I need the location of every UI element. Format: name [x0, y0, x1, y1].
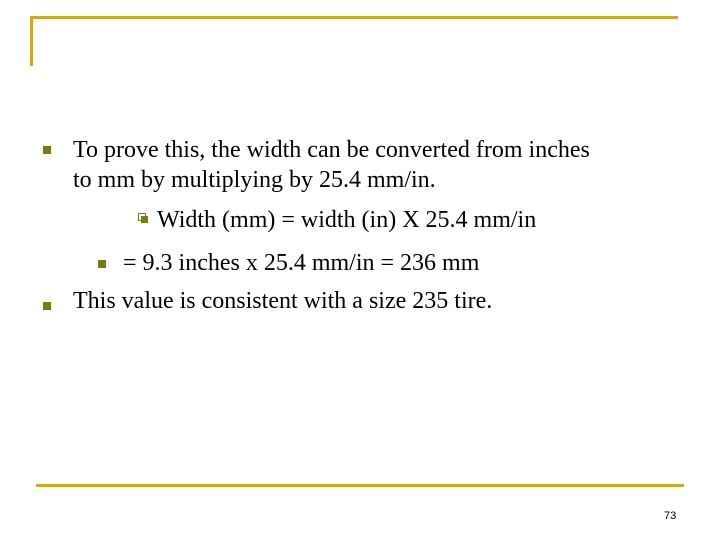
sub-bullet-formula: Width (mm) = width (in) X 25.4 mm/in	[157, 207, 537, 233]
page-number: 73	[664, 510, 677, 522]
bullet-1-line-2: to mm by multiplying by 25.4 mm/in.	[73, 167, 436, 193]
left-accent-rule	[30, 16, 33, 66]
bullet-1-line-1: To prove this, the width can be converted from inches	[73, 137, 590, 163]
square-bullet-icon	[98, 260, 106, 268]
bottom-accent-rule	[36, 484, 684, 487]
square-bullet-icon	[43, 146, 51, 154]
shadowed-box-bullet-icon	[138, 213, 146, 221]
square-bullet-icon	[43, 302, 51, 310]
top-accent-rule	[30, 16, 678, 19]
calculation-line: = 9.3 inches x 25.4 mm/in = 236 mm	[123, 250, 480, 276]
bullet-2-text: This value is consistent with a size 235 tire.	[73, 288, 493, 314]
